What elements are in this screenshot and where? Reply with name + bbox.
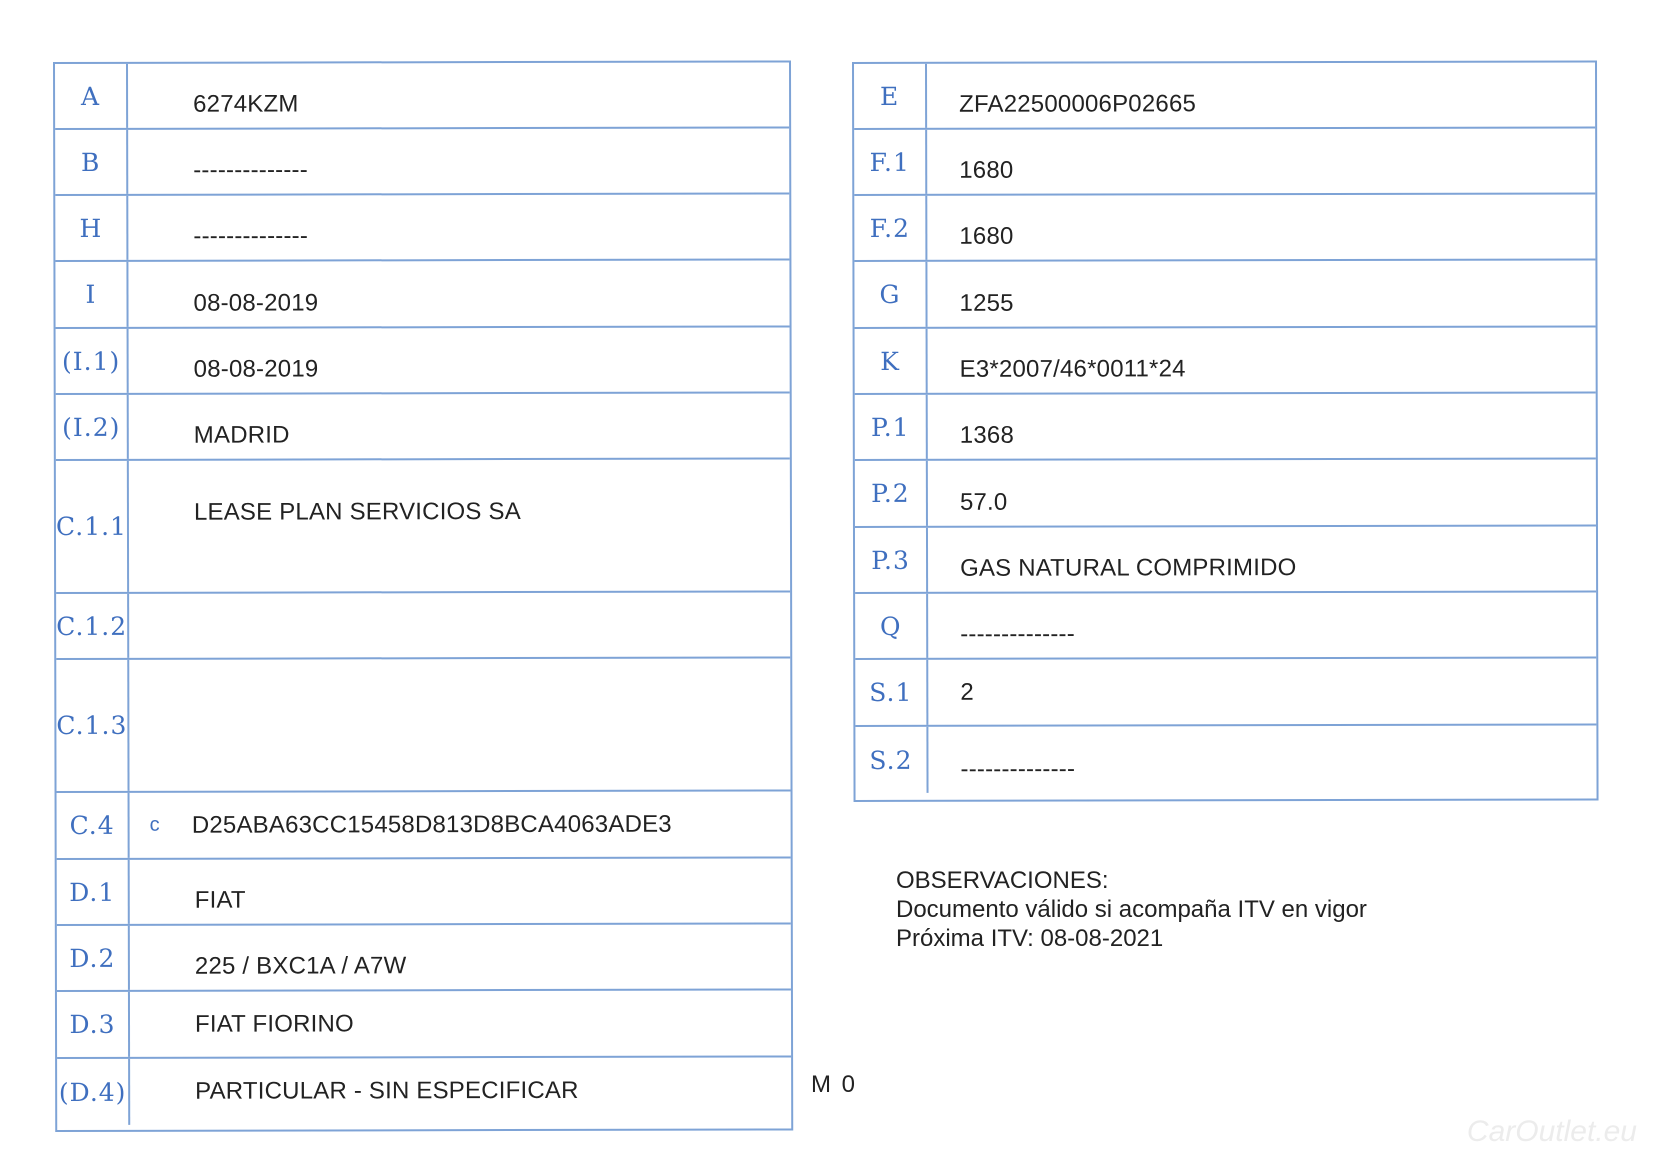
field-code: D.3 — [57, 992, 130, 1057]
observaciones-block — [896, 866, 1367, 953]
row-d1 — [57, 858, 791, 926]
field-code: C.1.1 — [56, 461, 129, 592]
row-p2 — [855, 459, 1596, 528]
row-s2 — [855, 725, 1596, 793]
field-value: 1680 — [959, 156, 1014, 184]
field-value: 2 — [960, 678, 974, 706]
field-value: -------------- — [960, 620, 1075, 648]
field-code: (I.1) — [56, 329, 129, 393]
field-value: 1680 — [959, 222, 1014, 250]
field-code: G — [854, 262, 927, 327]
field-code: P.1 — [855, 395, 928, 459]
row-g — [854, 260, 1595, 329]
field-code: H — [55, 196, 128, 260]
field-value: -------------- — [960, 755, 1076, 783]
field-code: Q — [855, 594, 928, 658]
watermark: CarOutlet.eu — [1466, 1115, 1637, 1148]
field-code: K — [855, 329, 928, 393]
field-code: C.1.3 — [56, 660, 129, 791]
document-mark: M 0 — [811, 1071, 858, 1098]
row-q — [855, 592, 1596, 660]
row-a — [55, 62, 789, 130]
row-c13 — [56, 658, 790, 793]
row-c11 — [56, 459, 790, 594]
field-code: C.1.2 — [56, 594, 129, 658]
field-value: GAS NATURAL COMPRIMIDO — [960, 554, 1297, 582]
row-i1 — [56, 327, 790, 395]
row-b — [55, 128, 789, 196]
row-d2 — [57, 924, 791, 992]
row-f2 — [854, 194, 1595, 262]
field-code: P.2 — [855, 461, 928, 526]
field-value: ZFA22500006P02665 — [959, 90, 1197, 118]
field-value: FIAT — [194, 886, 246, 914]
field-value: E3*2007/46*0011*24 — [959, 355, 1186, 383]
field-code: S.1 — [855, 660, 928, 725]
field-value: FIAT FIORINO — [194, 1009, 354, 1038]
field-value: D25ABA63CC15458D813D8BCA4063ADE3 — [191, 810, 672, 839]
row-i — [55, 260, 789, 329]
left-data-table — [53, 60, 793, 1132]
field-value: -------------- — [193, 156, 308, 184]
field-code: D.2 — [57, 926, 130, 990]
observaciones-line: Próxima ITV: 08-08-2021 — [896, 925, 1164, 952]
row-c12 — [56, 592, 790, 660]
row-k — [855, 327, 1596, 395]
field-code: F.2 — [854, 196, 927, 260]
field-value-wrap — [130, 791, 791, 857]
observaciones-line: Documento válido si acompaña ITV en vigor — [896, 896, 1367, 923]
row-i2 — [56, 393, 790, 461]
row-d4 — [57, 1057, 791, 1125]
observaciones-heading: OBSERVACIONES: — [896, 867, 1109, 894]
row-p1 — [855, 393, 1596, 461]
field-code: D.1 — [57, 860, 130, 924]
field-value — [129, 592, 790, 657]
field-code: (D.4) — [57, 1059, 130, 1125]
field-code: S.2 — [855, 727, 928, 793]
row-d3 — [57, 990, 791, 1059]
field-code: I — [55, 262, 128, 327]
field-value: MADRID — [193, 421, 290, 449]
field-value: 08-08-2019 — [193, 289, 319, 317]
field-sub-label: c — [149, 813, 160, 836]
field-code: P.3 — [855, 528, 928, 592]
field-value: 08-08-2019 — [193, 355, 319, 383]
field-value: -------------- — [193, 222, 309, 250]
row-s1 — [855, 658, 1596, 727]
field-value: PARTICULAR - SIN ESPECIFICAR — [195, 1076, 579, 1105]
field-value: 1368 — [959, 421, 1015, 449]
right-data-table — [852, 60, 1599, 802]
row-f1 — [854, 128, 1595, 196]
field-code: F.1 — [854, 130, 927, 194]
field-value: 1255 — [959, 289, 1014, 317]
row-e — [854, 62, 1595, 130]
field-value: LEASE PLAN SERVICIOS SA — [193, 498, 521, 526]
row-p3 — [855, 526, 1596, 594]
field-value: 6274KZM — [193, 90, 299, 118]
field-code: C.4 — [57, 793, 130, 858]
field-value: 57.0 — [959, 488, 1008, 516]
field-code: B — [55, 130, 128, 194]
row-c4 — [57, 791, 791, 860]
row-h — [55, 194, 789, 262]
field-value: 225 / BXC1A / A7W — [194, 952, 407, 980]
field-value — [129, 658, 790, 790]
field-code: A — [55, 64, 128, 128]
field-code: (I.2) — [56, 395, 129, 459]
field-code: E — [854, 64, 927, 128]
